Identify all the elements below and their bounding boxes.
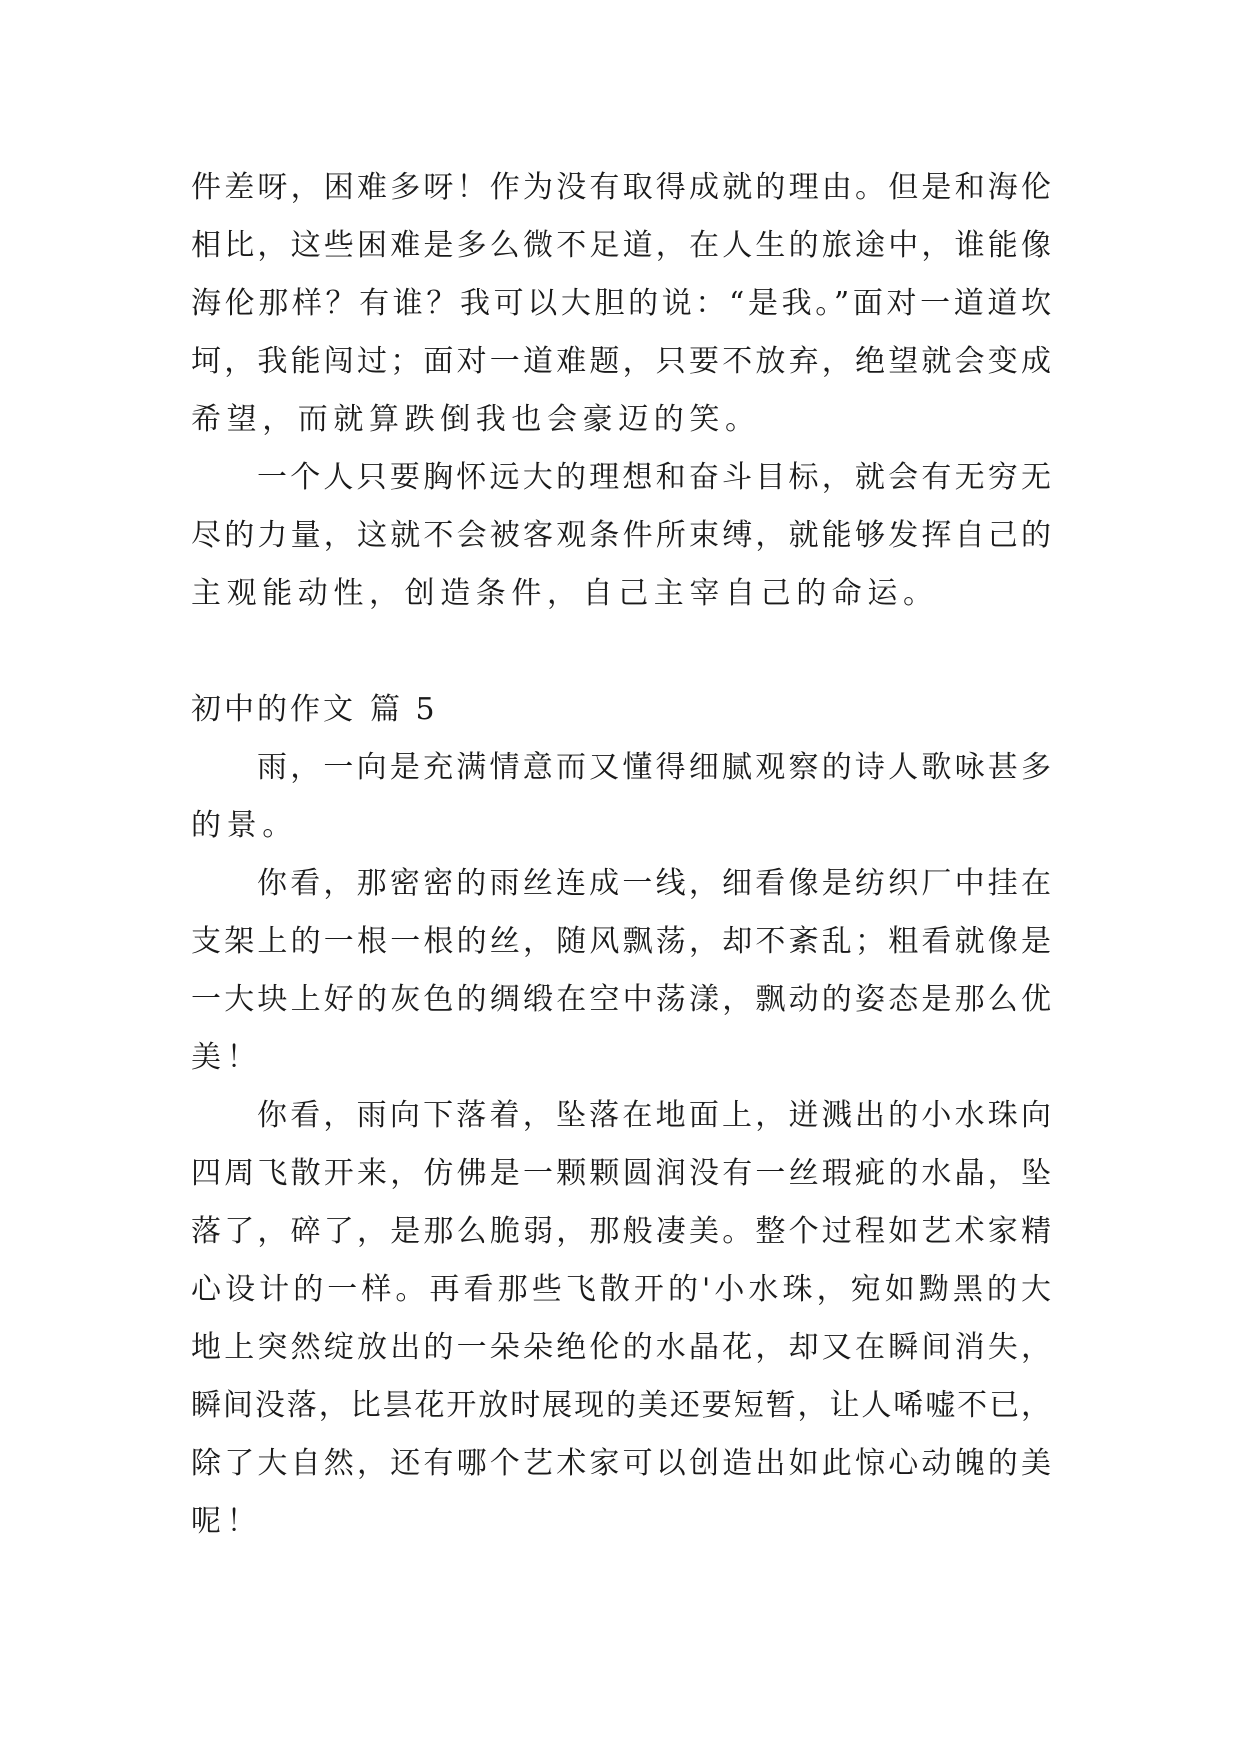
paragraph-line: 除了大自然，还有哪个艺术家可以创造出如此惊心动魄的美: [191, 1446, 1051, 1481]
paragraph-line: 落了，碎了，是那么脆弱，那般凄美。整个过程如艺术家精: [191, 1214, 1051, 1249]
paragraph-line: 件差呀，困难多呀！作为没有取得成就的理由。但是和海伦: [191, 170, 1051, 205]
paragraph-line: 雨，一向是充满情意而又懂得细腻观察的诗人歌咏甚多: [257, 750, 1051, 785]
paragraph-line: 地上突然绽放出的一朵朵绝伦的水晶花，却又在瞬间消失，: [191, 1330, 1051, 1365]
paragraph-line: 一个人只要胸怀远大的理想和奋斗目标，就会有无穷无: [257, 460, 1051, 495]
paragraph-line: 支架上的一根一根的丝，随风飘荡，却不紊乱；粗看就像是: [191, 924, 1051, 959]
paragraph-line: 希望，而就算跌倒我也会豪迈的笑。: [191, 402, 761, 437]
section-title: 初中的作文: [191, 692, 356, 727]
paragraph-line: 美！: [191, 1040, 263, 1075]
paragraph-line: 心设计的一样。再看那些飞散开的'小水珠，宛如黝黑的大: [191, 1272, 1051, 1307]
paragraph-line: 一大块上好的灰色的绸缎在空中荡漾，飘动的姿态是那么优: [191, 982, 1051, 1017]
paragraph-line: 呢！: [191, 1504, 263, 1539]
paragraph-line: 四周飞散开来，仿佛是一颗颗圆润没有一丝瑕疵的水晶，坠: [191, 1156, 1051, 1191]
paragraph-line: 你看，那密密的雨丝连成一线，细看像是纺织厂中挂在: [257, 866, 1051, 901]
section-heading: [191, 692, 438, 728]
paragraph-line: 的景。: [191, 808, 298, 843]
paragraph-line: 尽的力量，这就不会被客观条件所束缚，就能够发挥自己的: [191, 518, 1051, 553]
section-number: 篇 5: [370, 692, 438, 727]
paragraph-line: 坷，我能闯过；面对一道难题，只要不放弃，绝望就会变成: [191, 344, 1051, 379]
paragraph-line: 你看，雨向下落着，坠落在地面上，迸溅出的小水珠向: [257, 1098, 1051, 1133]
paragraph-line: 瞬间没落，比昙花开放时展现的美还要短暂，让人唏嘘不已，: [191, 1388, 1051, 1423]
paragraph-line: 海伦那样？有谁？我可以大胆的说：“是我。”面对一道道坎: [191, 286, 1051, 321]
paragraph-line: 相比，这些困难是多么微不足道，在人生的旅途中，谁能像: [191, 228, 1051, 263]
paragraph-line: 主观能动性，创造条件，自己主宰自己的命运。: [191, 576, 939, 611]
